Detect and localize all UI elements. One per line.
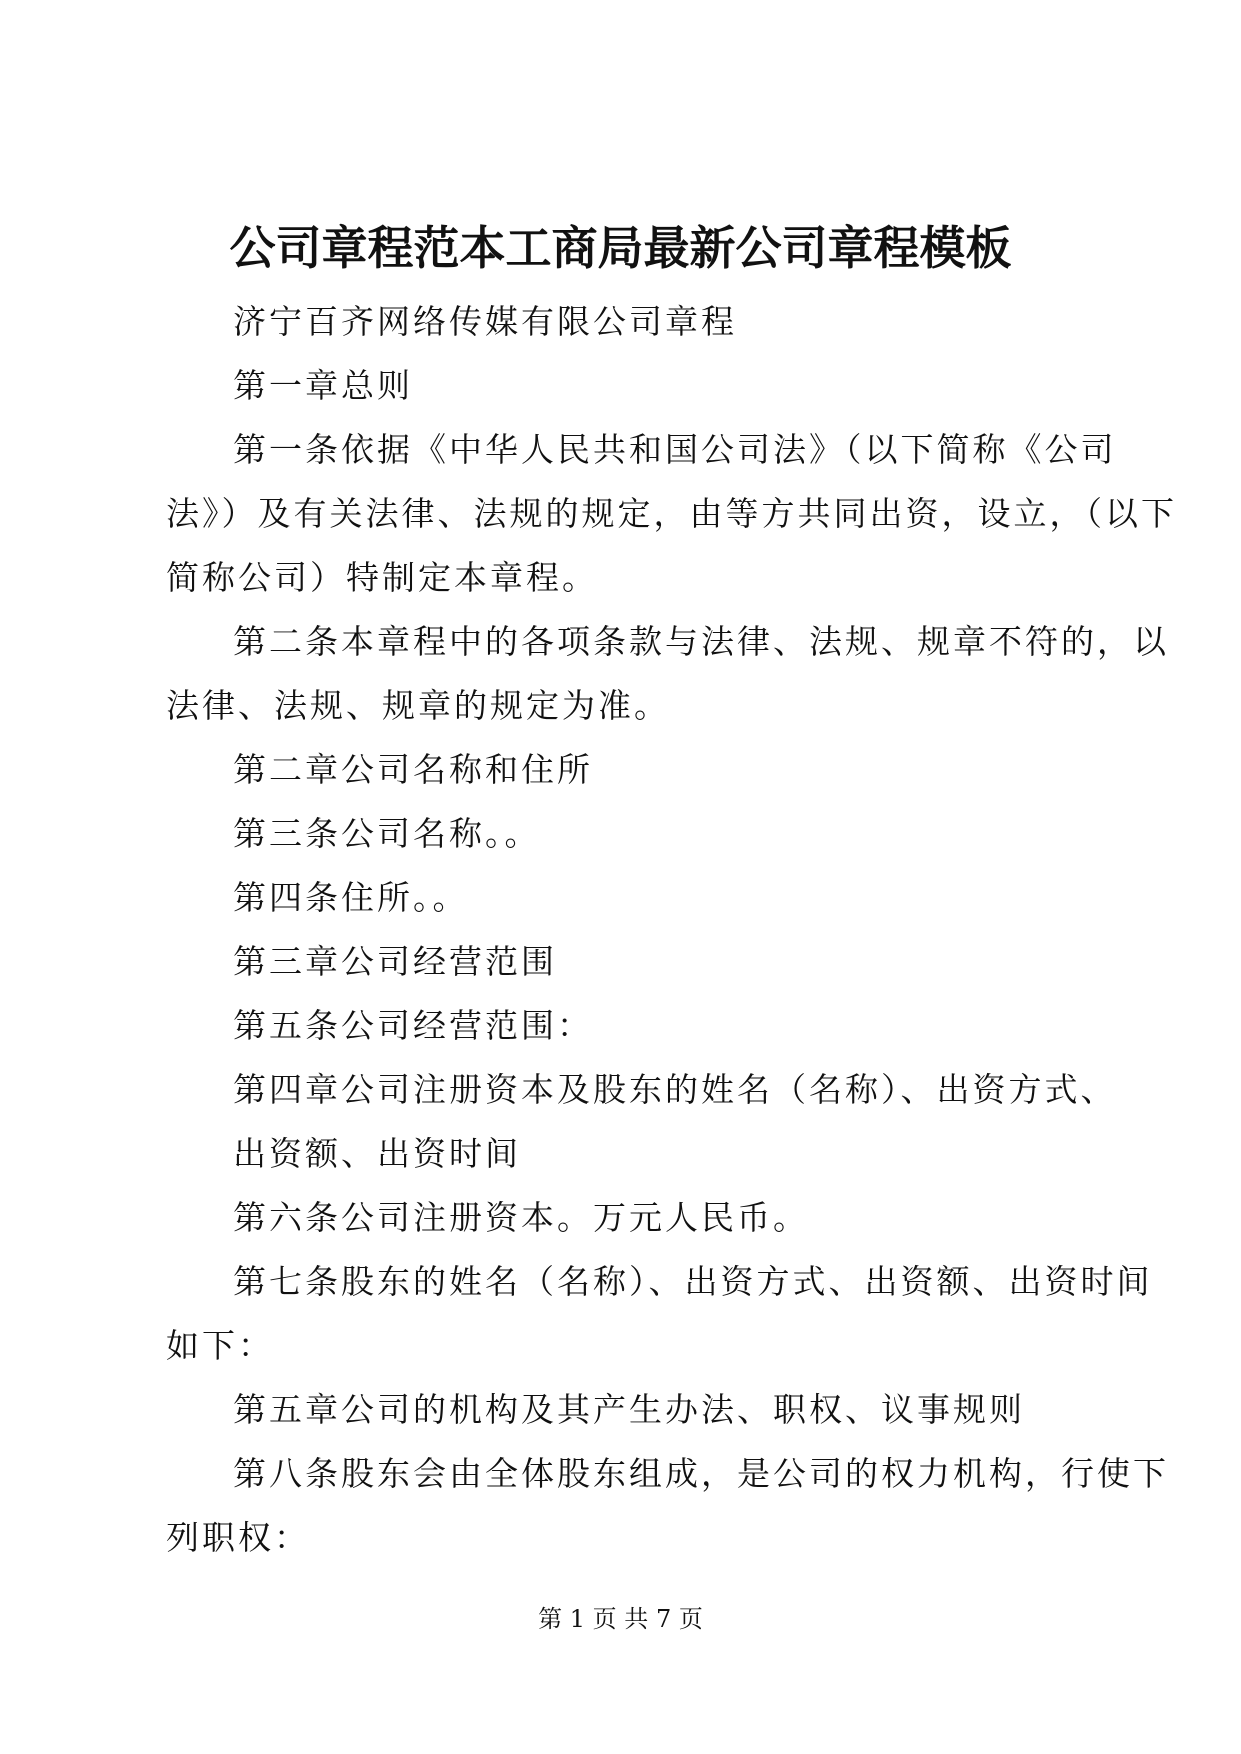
paragraph-line: 简称公司）特制定本章程。 xyxy=(166,558,598,597)
chapter-heading-continued: 出资额、出资时间 xyxy=(233,1134,521,1173)
paragraph-line: 第二条本章程中的各项条款与法律、法规、规章不符的，以 xyxy=(233,622,1169,661)
chapter-heading: 第五章公司的机构及其产生办法、职权、议事规则 xyxy=(233,1390,1025,1429)
paragraph-line: 第七条股东的姓名（名称）、出资方式、出资额、出资时间 xyxy=(233,1262,1153,1301)
document-body xyxy=(166,290,1177,1570)
chapter-heading: 第三章公司经营范围 xyxy=(233,942,557,981)
page-number-footer: 第 1 页 共 7 页 xyxy=(538,1605,703,1633)
paragraph-line: 第八条股东会由全体股东组成，是公司的权力机构，行使下 xyxy=(233,1454,1169,1493)
paragraph-line: 第一条依据《中华人民共和国公司法》（以下简称《公司 xyxy=(233,430,1117,469)
paragraph-line: 第五条公司经营范围： xyxy=(233,1006,593,1045)
paragraph-line: 列职权： xyxy=(166,1518,310,1557)
paragraph-line: 法律、法规、规章的规定为准。 xyxy=(166,686,670,725)
paragraph-line: 如下： xyxy=(166,1326,274,1365)
paragraph-line: 第六条公司注册资本。万元人民币。 xyxy=(233,1198,809,1237)
company-name-line: 济宁百齐网络传媒有限公司章程 xyxy=(233,302,737,341)
paragraph-line: 第三条公司名称。。 xyxy=(233,814,541,853)
paragraph-line: 第四条住所。。 xyxy=(233,878,469,917)
paragraph-line: 法》）及有关法律、法规的规定，由等方共同出资，设立，（以下 xyxy=(166,494,1177,533)
chapter-heading: 第一章总则 xyxy=(233,366,413,405)
chapter-heading: 第二章公司名称和住所 xyxy=(233,750,593,789)
chapter-heading: 第四章公司注册资本及股东的姓名（名称）、出资方式、 xyxy=(233,1070,1117,1109)
document-title: 公司章程范本工商局最新公司章程模板 xyxy=(229,221,1012,275)
